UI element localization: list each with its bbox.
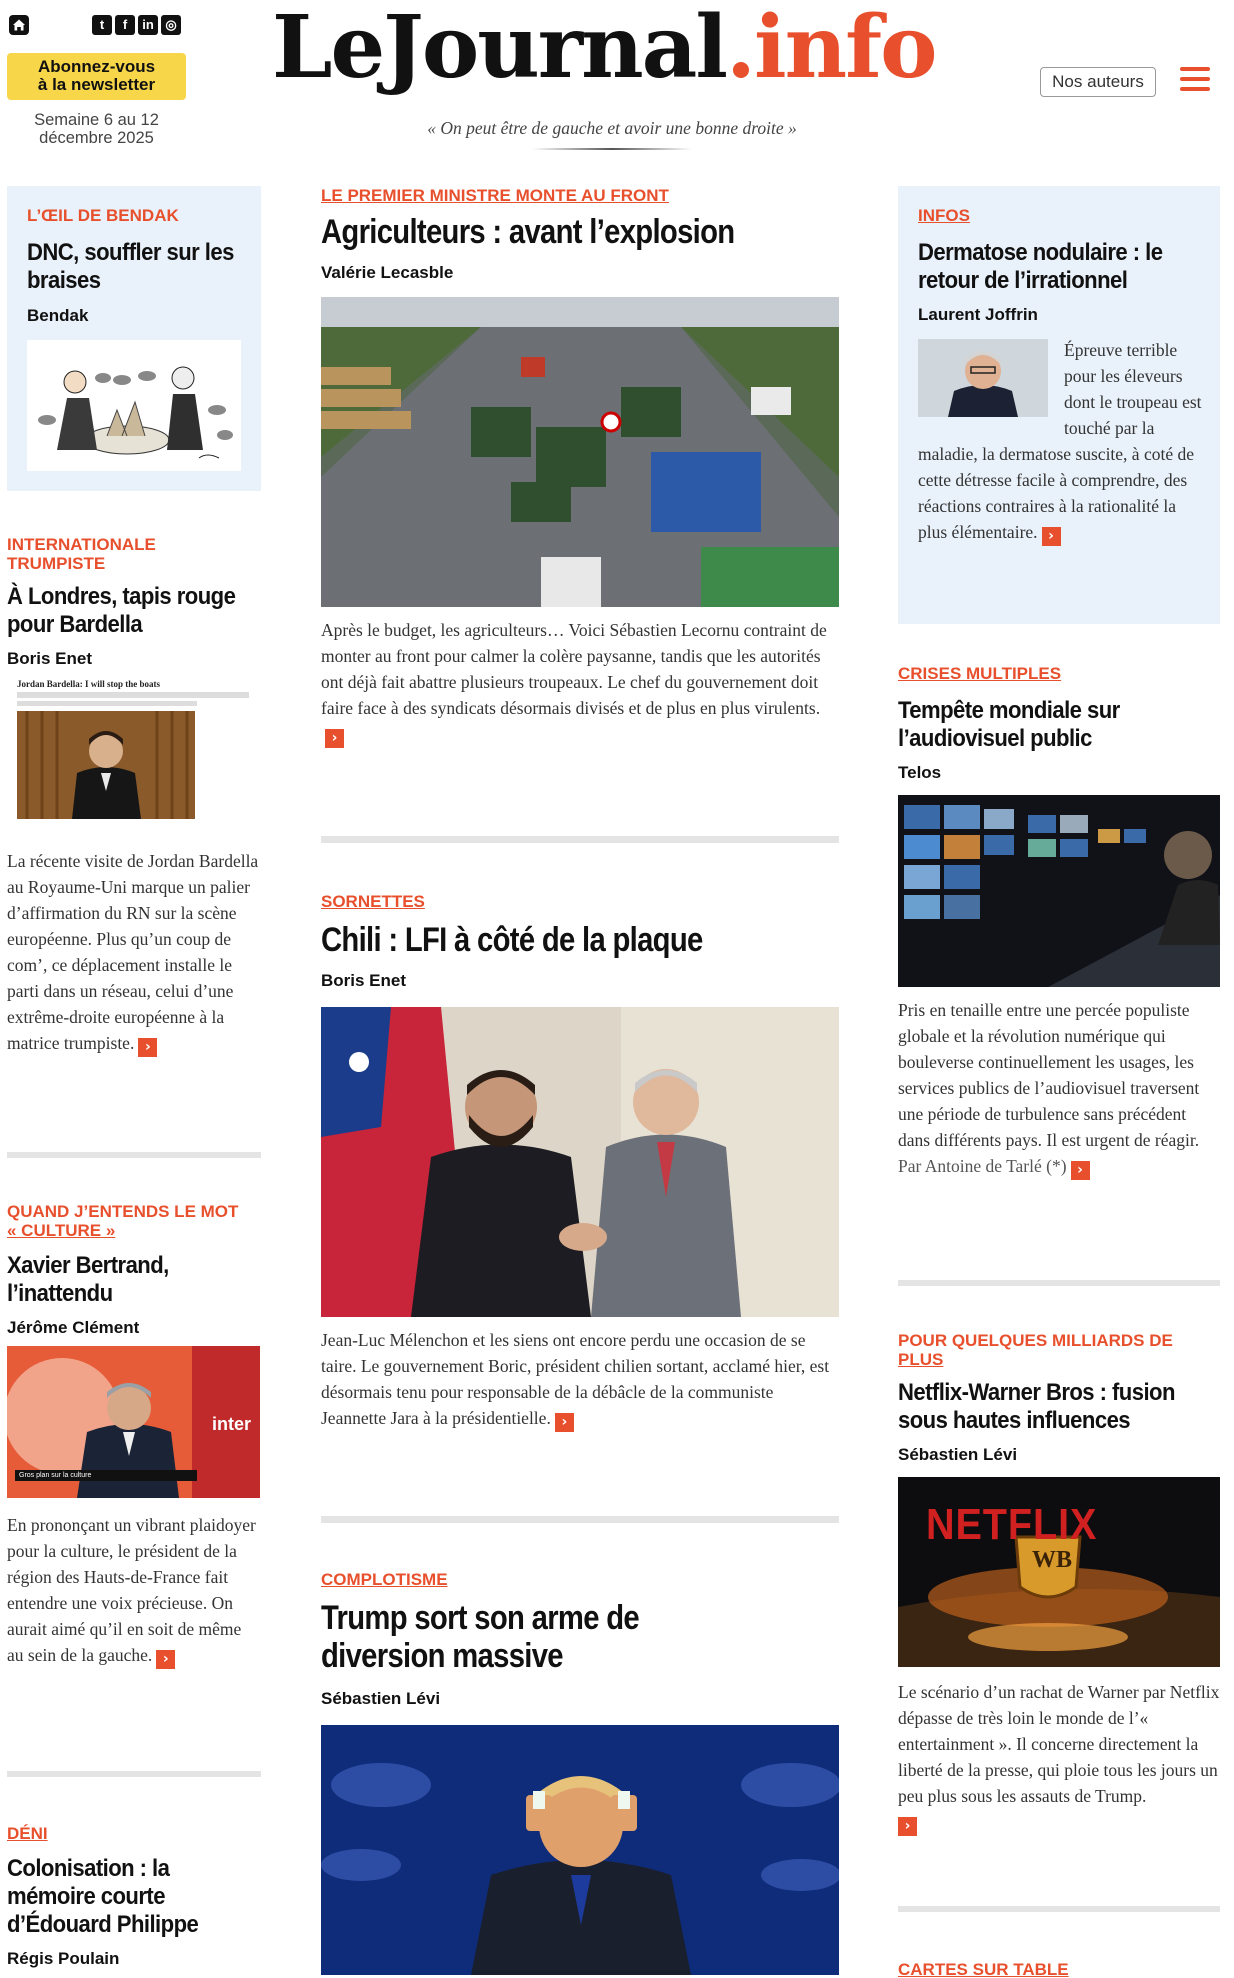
article-title[interactable]: Netflix-Warner Bros : fusion sous hautes influences [898, 1379, 1175, 1434]
read-more-arrow-icon[interactable]: › [1042, 527, 1061, 546]
separator [898, 1906, 1220, 1912]
category-line1: QUAND J’ENTENDS LE MOT [7, 1202, 239, 1221]
article-author[interactable]: Bendak [27, 306, 89, 325]
category-line1: POUR QUELQUES MILLIARDS DE [898, 1331, 1173, 1350]
article-card[interactable] [898, 1960, 1220, 1978]
article-author[interactable]: Régis Poulain [7, 1949, 120, 1968]
trump-photo[interactable] [321, 1725, 839, 1975]
article-category [321, 892, 839, 911]
excerpt-text: Épreuve terrible pour les éleveurs dont le troupeau est touché par la maladie, la dermatose suscite, à coté de cette détresse facile à comprendre, des réactions contraires à la rationalité la plus élémentaire. [918, 340, 1202, 542]
read-more-arrow-icon[interactable]: › [898, 1817, 917, 1836]
newsletter-label-line1: Abonnez-vous [37, 57, 156, 76]
category-line2: PLUS [898, 1350, 944, 1369]
article-category [7, 1202, 261, 1240]
week-line2: décembre 2025 [39, 129, 154, 147]
article-category [898, 664, 1220, 683]
excerpt-text: Le scénario d’un rachat de Warner par Netflix dépasse de très loin le monde de l’« entertainment ». Il concerne directement la liberté de la presse, qui ploie tous les jours un peu plus sous les assauts de Trump. [898, 1682, 1220, 1806]
category-line2: « CULTURE » [7, 1221, 116, 1240]
article-card[interactable] [7, 1202, 261, 1669]
excerpt-text: En prononçant un vibrant plaidoyer pour la culture, le président de la région des Hauts-de-France fait entendre une voix précieuse. On aurait aimé qu’il en soit de même au sein de la gauche. [7, 1515, 256, 1665]
article-author[interactable]: Telos [898, 763, 942, 782]
site-header [0, 0, 1234, 175]
article-author[interactable]: Laurent Joffrin [918, 305, 1038, 324]
article-author[interactable]: Boris Enet [7, 649, 93, 668]
article-excerpt [918, 337, 1208, 546]
article-category [918, 206, 1200, 225]
article-author[interactable]: Valérie Lecasble [321, 263, 454, 282]
article-image[interactable] [7, 677, 249, 831]
article-card[interactable] [898, 664, 1220, 1180]
article-author[interactable]: Sébastien Lévi [321, 1689, 441, 1708]
read-more-arrow-icon[interactable]: › [325, 729, 344, 748]
bardella-photo [17, 711, 195, 819]
article-card[interactable] [321, 186, 839, 748]
excerpt-text: Après le budget, les agriculteurs… Voici Sébastien Lecornu contraint de monter au front pour calmer la colère paysanne, tandis que les autorités ont déjà fait abattre plusieurs troupeaux. Le chef du gouvernement doit faire face à des syndicats désormais divisés et de plus en plus virulents. [321, 620, 827, 718]
article-title[interactable]: Xavier Bertrand, l’inattendu [7, 1252, 169, 1307]
article-title[interactable]: À Londres, tapis rouge pour Bardella [7, 583, 236, 638]
article-byline: Par Antoine de Tarlé (*) [898, 1156, 1067, 1176]
site-logo[interactable] [272, 0, 936, 96]
logo-suffix: .info [726, 0, 936, 98]
read-more-arrow-icon[interactable]: › [138, 1038, 157, 1057]
category-text: CARTES SUR TABLE [898, 1960, 1069, 1978]
week-line1: Semaine 6 au 12 [34, 111, 159, 129]
social-links [92, 15, 181, 35]
home-icon[interactable] [8, 14, 30, 36]
twitter-icon[interactable]: t [92, 15, 112, 35]
authors-button[interactable]: Nos auteurs [1040, 67, 1156, 97]
article-card[interactable] [7, 1824, 261, 1969]
week-label [0, 111, 193, 147]
article-title[interactable]: Chili : LFI à côté de la plaque [321, 921, 703, 959]
article-image[interactable] [7, 1346, 260, 1498]
article-title[interactable]: Dermatose nodulaire : le retour de l’irrationnel [918, 239, 1163, 294]
article-category [7, 1824, 261, 1843]
category-text: SORNETTES [321, 892, 425, 911]
article-author[interactable]: Boris Enet [321, 971, 407, 990]
article-card[interactable] [898, 186, 1220, 624]
category-line1: INTERNATIONALE [7, 535, 156, 554]
image-logo: WB [1032, 1547, 1073, 1573]
article-image[interactable] [898, 1477, 1220, 1667]
image-headline: Jordan Bardella: I will stop the boats [17, 679, 161, 689]
article-category: L’ŒIL DE BENDAK [27, 206, 179, 225]
article-card[interactable] [7, 186, 261, 491]
article-title[interactable]: Colonisation : la mémoire courte d’Édouard Philippe [7, 1855, 199, 1938]
article-card[interactable] [321, 1570, 839, 1975]
site-motto: « On peut être de gauche et avoir une bonne droite » [427, 118, 797, 138]
facebook-icon[interactable]: f [115, 15, 135, 35]
article-title[interactable]: Tempête mondiale sur l’audiovisuel public [898, 697, 1120, 752]
image-caption: Gros plan sur la culture [19, 1472, 92, 1479]
article-category [898, 1331, 1220, 1369]
article-excerpt [321, 617, 839, 748]
category-text: DÉNI [7, 1824, 48, 1843]
separator [7, 1152, 261, 1158]
category-text: INFOS [918, 206, 970, 225]
article-category [321, 1570, 839, 1589]
article-title[interactable]: Trump sort son arme de diversion massive [321, 1599, 639, 1675]
instagram-icon[interactable]: ◎ [161, 15, 181, 35]
article-excerpt [898, 997, 1220, 1180]
excerpt-text: Jean-Luc Mélenchon et les siens ont encore perdu une occasion de se taire. Le gouvernement Boric, président chilien sortant, acclamé hier, est désormais tenu pour responsable de la débâcle de la communiste Jeannette Jara à la présidentielle. [321, 1330, 830, 1428]
article-title[interactable]: DNC, souffler sur les braises [27, 239, 234, 294]
article-excerpt [7, 848, 261, 1057]
article-category [898, 1960, 1220, 1978]
image-brand: inter [212, 1414, 252, 1434]
motto-divider [532, 148, 692, 150]
newsletter-label-line2: à la newsletter [37, 75, 156, 94]
boric-handshake-photo[interactable] [321, 1007, 839, 1317]
article-category [7, 535, 261, 573]
separator [7, 1771, 261, 1777]
read-more-arrow-icon[interactable]: › [1071, 1161, 1090, 1180]
article-card[interactable] [898, 1331, 1220, 1836]
cartoon-image[interactable] [27, 340, 241, 471]
read-more-arrow-icon[interactable]: › [555, 1413, 574, 1432]
article-category [321, 186, 839, 205]
hamburger-menu-icon[interactable] [1180, 67, 1210, 93]
excerpt-text: La récente visite de Jordan Bardella au Royaume-Uni marque un palier d’affirmation du RN sur la scène européenne. Plus qu’un coup de com’, ce déplacement installe le parti dans un réseau, celui d’une extrême-droite européenne à la matrice trumpiste. [7, 851, 259, 1053]
category-text: COMPLOTISME [321, 1570, 448, 1589]
separator [321, 1516, 839, 1523]
joffrin-photo[interactable] [918, 339, 1048, 417]
tv-control-room-photo[interactable] [898, 795, 1220, 987]
category-text: LE PREMIER MINISTRE MONTE AU FRONT [321, 186, 669, 205]
farmers-tractors-photo[interactable] [321, 297, 839, 607]
category-text: CRISES MULTIPLES [898, 664, 1062, 683]
article-author[interactable]: Sébastien Lévi [898, 1445, 1018, 1464]
article-excerpt [321, 1327, 839, 1432]
separator [321, 836, 839, 843]
article-author[interactable]: Jérôme Clément [7, 1318, 140, 1337]
excerpt-text: Pris en tenaille entre une percée populiste globale et la révolution numérique qui bouleverse continuellement les usages, les services publics de l’audiovisuel traversent une période de turbulence sans précédent dans différents pays. Il est urgent de réagir. [898, 1000, 1200, 1150]
article-excerpt [7, 1512, 261, 1669]
image-brand: NETFLIX [926, 1500, 1098, 1549]
article-card[interactable] [321, 892, 839, 1432]
newsletter-button[interactable] [7, 53, 186, 100]
category-line2: TRUMPISTE [7, 554, 106, 573]
article-excerpt [898, 1679, 1220, 1836]
article-card[interactable] [7, 535, 261, 1057]
separator [898, 1280, 1220, 1286]
read-more-arrow-icon[interactable]: › [156, 1650, 175, 1669]
article-title[interactable]: Agriculteurs : avant l’explosion [321, 213, 735, 251]
logo-main: LeJournal [272, 0, 726, 98]
left-column [7, 186, 261, 1968]
linkedin-icon[interactable]: in [138, 15, 158, 35]
